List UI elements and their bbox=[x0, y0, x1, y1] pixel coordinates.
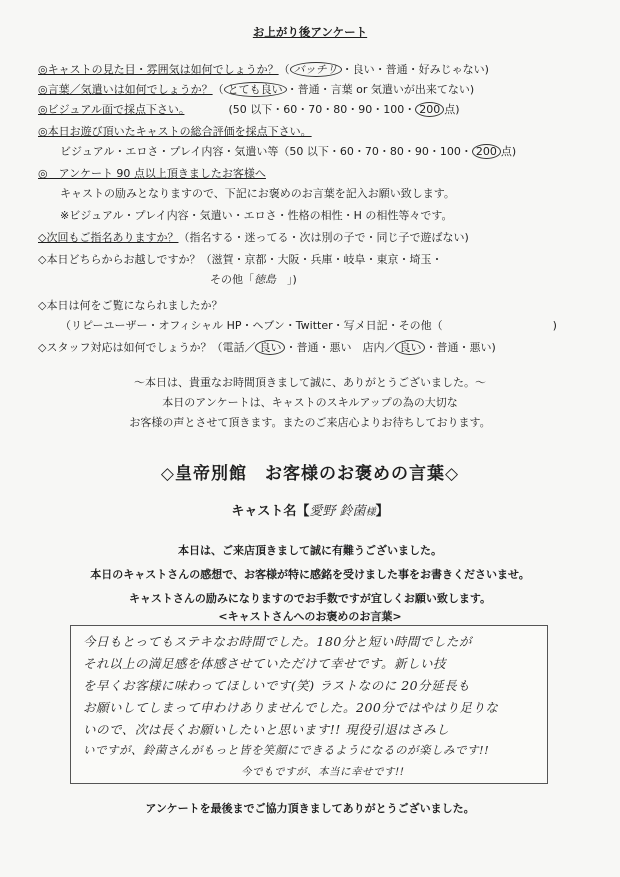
answer-staff-phone: 良い bbox=[255, 340, 285, 355]
handwritten-line: を早くお客様に味わってほしいです(笑) ラストなのに 20分延長も bbox=[83, 678, 471, 693]
answer-staff-store: 良い bbox=[395, 340, 425, 355]
handwritten-line: それ以上の満足感を体感させていただけて幸せです。新しい技 bbox=[83, 656, 447, 671]
handwritten-line: 今でもですが、本当に幸せです!! bbox=[241, 766, 405, 778]
handwritten-line: 今日もとってもステキなお時間でした。180分と短い時間でしたが bbox=[83, 634, 472, 649]
answer-origin: 徳島 bbox=[254, 273, 276, 286]
question-words: ◎言葉／気遣いは如何でしょうか？（ とても良い ・普通・言葉 or 気遣いが出来てない) bbox=[38, 83, 475, 96]
cast-name: 愛野 鈴菌 bbox=[309, 504, 366, 519]
praise-title: ◇皇帝別館 お客様のお褒めの言葉◇ bbox=[160, 464, 460, 484]
praise-message-1: 本日は、ご来店頂きまして誠に有難うございました。 bbox=[178, 544, 442, 557]
answer-words: とても良い bbox=[224, 82, 287, 97]
question-staff: ◇スタッフ対応は如何でしょうか？（電話／ 良い ・普通・悪い 店内／ 良い ・普通・悪い) bbox=[38, 341, 496, 354]
question-next-nomination: ◇次回もご指名ありますか？（指名する・迷ってる・次は別の子で・同じ子で遊ばない) bbox=[38, 231, 469, 244]
answer-overall-score: 200 bbox=[472, 144, 501, 159]
question-overall-options: ビジュアル・エロさ・プレイ内容・気遣い等（50 以下・60・70・80・90・100・ 200 点) bbox=[60, 145, 517, 158]
high-score-examples: ※ビジュアル・プレイ内容・気遣い・エロさ・性格の相性・H の相性等々です。 bbox=[60, 209, 453, 222]
footer-thanks: アンケートを最後までご協力頂きましてありがとうございました。 bbox=[145, 802, 475, 815]
source-options: （リピーユーザー・オフィシャル HP・ヘブン・Twitter・写メ日記・その他（ ) bbox=[60, 319, 557, 332]
answer-visual-score: 200 bbox=[415, 102, 444, 117]
question-overall: ◎本日お遊び頂いたキャストの総合評価を採点下さい。 bbox=[38, 125, 312, 138]
praise-box-header: <キャストさんへのお褒めのお言葉> bbox=[218, 610, 402, 623]
praise-message-2: 本日のキャストさんの感想で、お客様が特に感銘を受けました事をお書きくださいませ。 bbox=[90, 568, 530, 581]
question-origin: ◇本日どちらからお越しですか？（滋賀・京都・大阪・兵庫・岐阜・東京・埼玉・ bbox=[38, 253, 443, 266]
handwritten-line: お願いしてしまって申わけありませんでした。200分ではやはり足りな bbox=[83, 700, 499, 715]
show-through-text bbox=[250, 40, 448, 56]
thanks-line-2: 本日のアンケートは、キャストのスキルアップの為の大切な bbox=[162, 396, 458, 409]
praise-handwriting-box bbox=[70, 625, 548, 784]
question-high-score: ◎ アンケート 90 点以上頂きましたお客様へ bbox=[38, 167, 266, 180]
high-score-note: キャストの励みとなりますので、下記にお褒めのお言葉を記入お願い致します。 bbox=[60, 187, 455, 200]
question-visual-score: ◎ビジュアル面で採点下さい。 (50 以下・60・70・80・90・100・ 200 点) bbox=[38, 103, 460, 116]
question-source: ◇本日は何をご覧になられましたか？ bbox=[38, 299, 223, 312]
answer-appearance: バッチリ bbox=[290, 62, 342, 77]
handwritten-line: いですが、鈴菌さんがもっと皆を笑顔にできるようになるのが楽しみです!! bbox=[83, 743, 490, 757]
thanks-line-3: お客様の声とさせて頂きます。またのご来店心よりお待ちしております。 bbox=[129, 416, 491, 429]
cast-honorific: 様 bbox=[365, 507, 376, 518]
origin-other: その他「徳島 」) bbox=[210, 273, 297, 286]
cast-name-row: キャスト名【愛野 鈴菌様】 bbox=[231, 504, 389, 519]
question-appearance: ◎キャストの見た目・雰囲気は如何でしょうか？（ バッチリ ・良い・普通・好みじゃない) bbox=[38, 63, 489, 76]
thanks-line-1: ～本日は、貴重なお時間頂きまして誠に、ありがとうございました。～ bbox=[134, 376, 486, 389]
praise-message-3: キャストさんの励みになりますのでお手数ですが宜しくお願い致します。 bbox=[128, 592, 492, 605]
handwritten-line: いので、次は長くお願いしたいと思います!! 現役引退はさみし bbox=[83, 722, 450, 737]
survey-title: お上がり後アンケート bbox=[252, 25, 368, 39]
